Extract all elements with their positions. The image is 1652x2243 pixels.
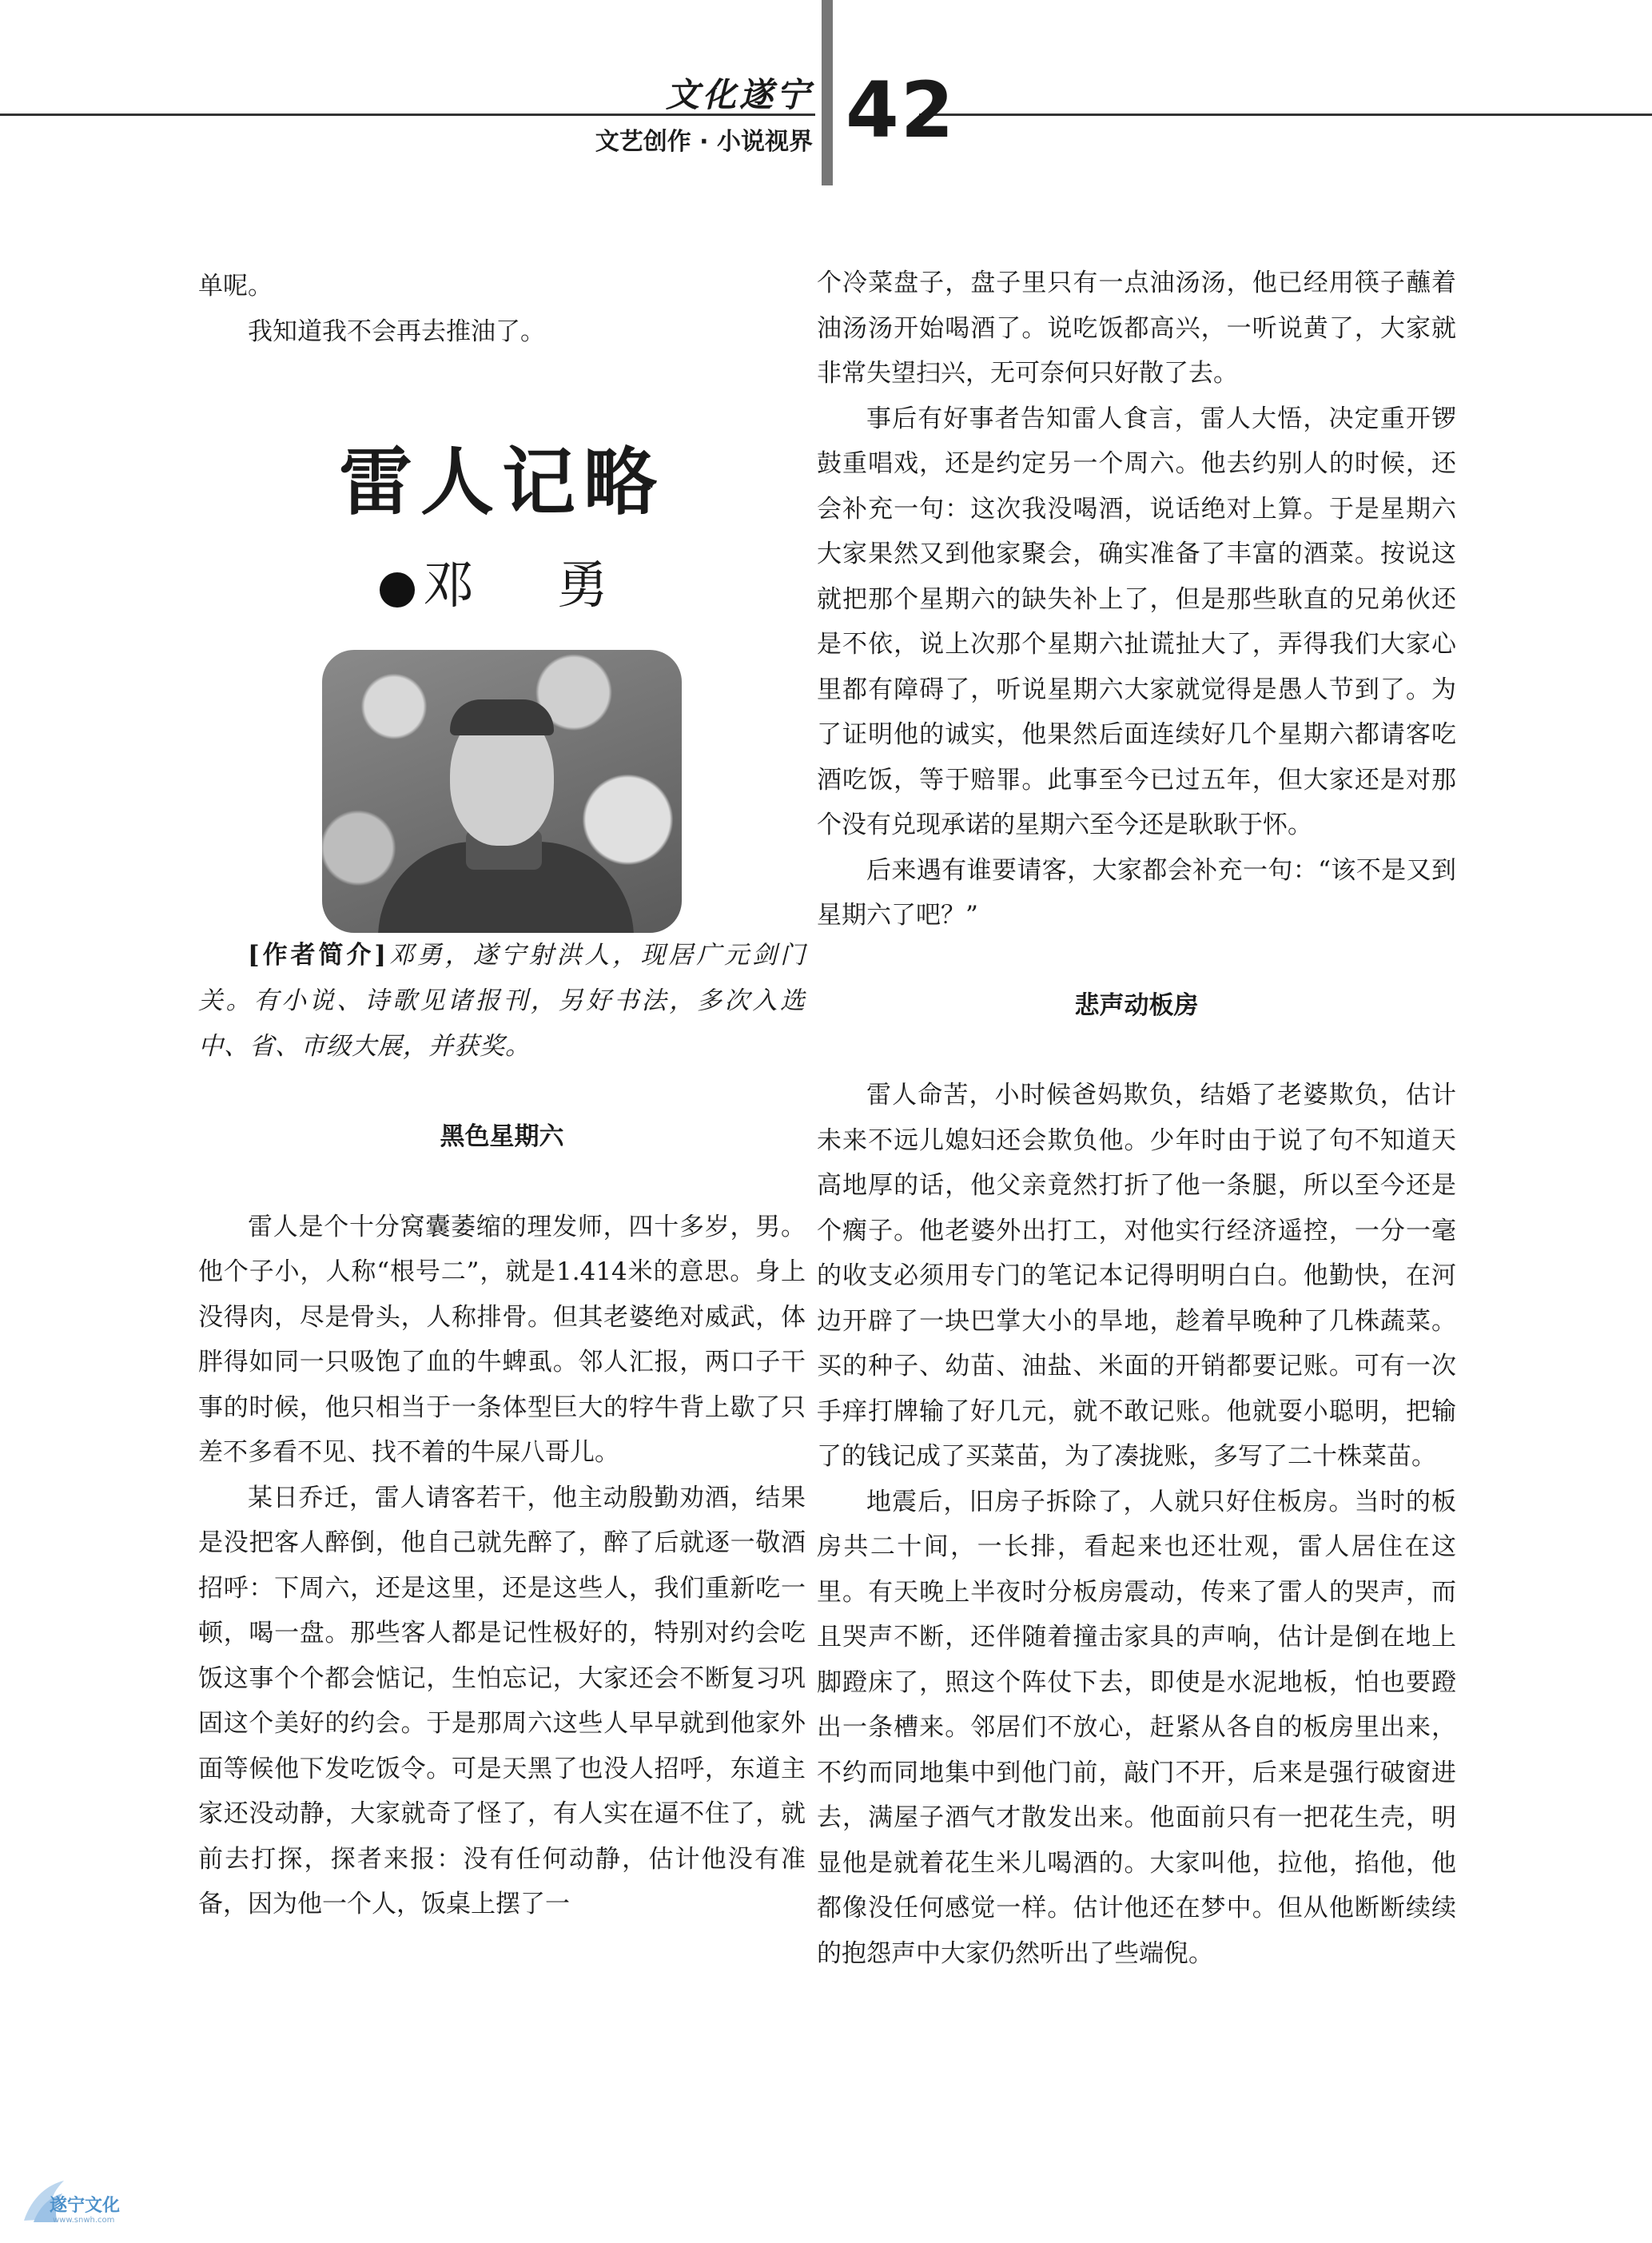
magazine-title: 文化遂宁 xyxy=(665,75,813,114)
author-line xyxy=(198,546,806,626)
intro-line-2: 我知道我不会再去推油了。 xyxy=(248,317,545,346)
article-title: 雷人记略 xyxy=(338,439,665,525)
bio-label: [作者简介] xyxy=(248,941,387,970)
paragraph: 事后有好事者告知雷人食言，雷人大悟，决定重开锣鼓重唱戏，还是约定另一个周六。他去约别人的时候，还会补充一句：这次我没喝酒，说话绝对上算。于是星期六大家果然又到他家聚会，确实准备了丰富的酒菜。按说这就把那个星期六的缺失补上了，但是那些耿直的兄弟伙还是不依，说上次那个星期六扯谎扯大了，弄得我们大家心里都有障碍了，听说星期六大家就觉得是愚人节到了。为了证明他的诚实，他果然后面连续好几个星期六都请客吃酒吃饭，等于赔罪。此事至今已过五年，但大家还是对那个没有兑现承诺的星期六至今还是耿耿于怀。 xyxy=(817,404,1456,839)
paragraph: 后来遇有谁要请客，大家都会补充一句：“该不是又到星期六了吧？” xyxy=(817,855,1456,930)
paragraph: 某日乔迁，雷人请客若干，他主动殷勤劝酒，结果是没把客人醉倒，他自己就先醉了，醉了后就逐一敬酒招呼：下周六，还是这里，还是这些人，我们重新吃一顿，喝一盘。那些客人都是记性极好的，特别对约会吃饭这事个个都会惦记，生怕忘记，大家还会不断复习巩固这个美好的约会。于是那周六这些人早早就到他家外面等候他下发吃饭令。可是天黑了也没人招呼，东道主家还没动静，大家就奇了怪了，有人实在逼不住了，就前去打探，探者来报：没有任何动静，估计他没有准备，因为他一个人，饭桌上摆了一 xyxy=(198,1483,806,1918)
header-divider-bar xyxy=(822,0,833,185)
paragraph: 雷人是个十分窝囊萎缩的理发师，四十多岁，男。他个子小，人称“根号二”，就是1.414米的意思。身上没得肉，尽是骨头，人称排骨。但其老婆绝对威武，体胖得如同一只吸饱了血的牛蜱虱。邻人汇报，两口子干事的时候，他只相当于一条体型巨大的牸牛背上歇了只差不多看不见、找不着的牛屎八哥儿。 xyxy=(198,1212,806,1467)
bullet-dot-icon xyxy=(380,572,415,608)
section-heading-1: 黑色星期六 xyxy=(440,1122,564,1151)
logo-url: www.snwh.com xyxy=(53,2216,115,2225)
author-name: 邓 勇 xyxy=(423,556,624,616)
page-number: 42 xyxy=(846,66,956,155)
author-photo xyxy=(322,650,682,933)
logo-text: 遂宁文化 xyxy=(50,2196,121,2216)
paragraph: 地震后，旧房子拆除了，人就只好住板房。当时的板房共二十间，一长排，看起来也还壮观，雷人居住在这里。有天晚上半夜时分板房震动，传来了雷人的哭声，而且哭声不断，还伴随着撞击家具的声响，估计是倒在地上脚蹬床了，照这个阵仗下去，即使是水泥地板，怕也要蹬出一条槽来。邻居们不放心，赶紧从各自的板房里出来，不约而同地集中到他门前，敲门不开，后来是强行破窗进去，满屋子酒气才散发出来。他面前只有一把花生壳，明显他是就着花生米儿喝酒的。大家叫他，拉他，掐他，他都像没任何感觉一样。估计他还在梦中。但从他断断续续的抱怨声中大家仍然听出了些端倪。 xyxy=(817,1487,1456,1968)
photo-hair xyxy=(450,699,554,735)
header-rule-right xyxy=(919,114,1652,116)
section-heading-2: 悲声动板房 xyxy=(1074,990,1199,1020)
paragraph: 个冷菜盘子，盘子里只有一点油汤汤，他已经用筷子蘸着油汤汤开始喝酒了。说吃饭都高兴，一听说黄了，大家就非常失望扫兴，无可奈何只好散了去。 xyxy=(817,269,1456,388)
intro-line-1: 单呢。 xyxy=(198,272,273,301)
left-column xyxy=(198,264,806,1927)
author-bio xyxy=(198,933,806,1070)
right-column xyxy=(817,261,1456,1976)
paragraph: 雷人命苦，小时候爸妈欺负，结婚了老婆欺负，估计未来不远儿媳妇还会欺负他。少年时由于说了句不知道天高地厚的话，他父亲竟然打折了他一条腿，所以至今还是个瘸子。他老婆外出打工，对他实行经济遥控，一分一毫的收支必须用专门的笔记本记得明明白白。他勤快，在河边开辟了一块巴掌大小的旱地，趁着早晚种了几株蔬菜。买的种子、幼苗、油盐、米面的开销都要记账。可有一次手痒打牌输了好几元，就不敢记账。他就耍小聪明，把输了的钱记成了买菜苗，为了凑拢账，多写了二十株菜苗。 xyxy=(817,1081,1456,1471)
section-subtitle: 文艺创作 · 小说视界 xyxy=(595,128,813,156)
bio-text: 邓勇，遂宁射洪人，现居广元剑门关。有小说、诗歌见诸报刊，另好书法，多次入选中、省、市级大展，并获奖。 xyxy=(198,941,806,1061)
